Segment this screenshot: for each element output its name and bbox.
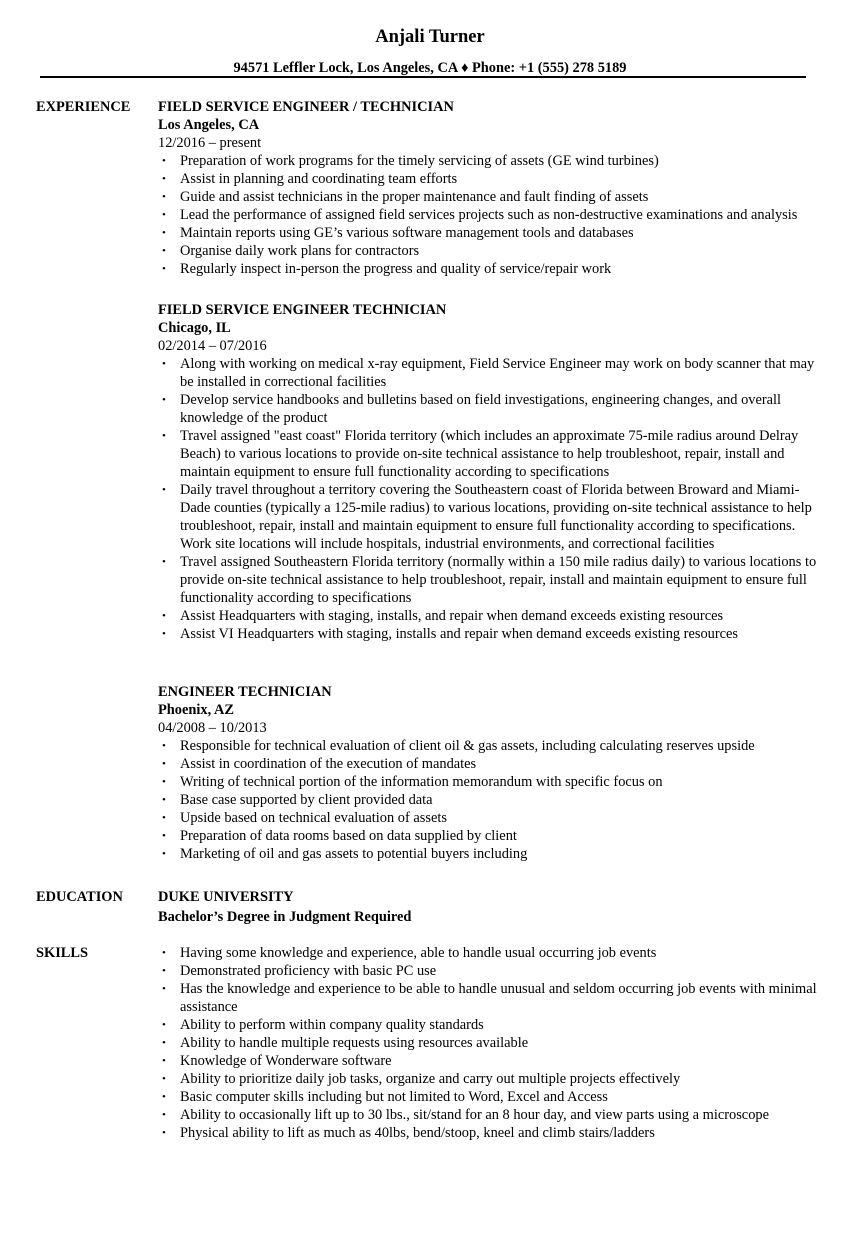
skill-text: Ability to perform within company quality standards <box>180 1017 484 1033</box>
list-item <box>158 827 818 845</box>
school-name: DUKE UNIVERSITY <box>158 889 294 905</box>
job-dates: 02/2014 – 07/2016 <box>158 338 267 354</box>
list-item <box>158 242 818 260</box>
bullet-text: Organise daily work plans for contractors <box>180 243 420 259</box>
section-label-experience: EXPERIENCE <box>36 99 131 115</box>
skills-list <box>158 944 818 1142</box>
skills-body <box>158 944 818 1142</box>
job-title: FIELD SERVICE ENGINEER / TECHNICIAN <box>158 99 454 115</box>
bullet-icon: • <box>162 484 166 496</box>
bullet-icon: • <box>162 1055 166 1067</box>
contact-line: 94571 Leffler Lock, Los Angeles, CA ♦ Phone: +1 (555) 278 5189 <box>233 60 627 76</box>
bullet-text: Along with working on medical x-ray equipment, Field Service Engineer may work on body scanner that may be installed in correctional facilities <box>180 356 815 390</box>
list-item <box>158 625 818 643</box>
list-item <box>158 1088 818 1106</box>
bullet-text: Base case supported by client provided data <box>180 792 433 808</box>
bullet-text: Marketing of oil and gas assets to potential buyers including <box>180 846 528 862</box>
skill-text: Demonstrated proficiency with basic PC use <box>180 963 437 979</box>
job-bullets <box>158 152 818 278</box>
bullet-text: Lead the performance of assigned field services projects such as non-destructive examinations and analysis <box>180 207 798 223</box>
bullet-icon: • <box>162 430 166 442</box>
candidate-name: Anjali Turner <box>375 27 485 47</box>
bullet-icon: • <box>162 848 166 860</box>
bullet-icon: • <box>162 740 166 752</box>
list-item <box>158 980 818 1016</box>
list-item <box>158 152 818 170</box>
list-item <box>158 1034 818 1052</box>
job-title: ENGINEER TECHNICIAN <box>158 684 332 700</box>
skill-text: Knowledge of Wonderware software <box>180 1053 392 1069</box>
job-location: Phoenix, AZ <box>158 702 234 718</box>
bullet-icon: • <box>162 1091 166 1103</box>
skill-text: Having some knowledge and experience, able to handle usual occurring job events <box>180 945 657 961</box>
job-location: Los Angeles, CA <box>158 117 260 133</box>
list-item <box>158 944 818 962</box>
bullet-icon: • <box>162 628 166 640</box>
list-item <box>158 1070 818 1088</box>
job-body <box>158 301 818 643</box>
list-item <box>158 773 818 791</box>
bullet-text: Writing of technical portion of the information memorandum with specific focus on <box>180 774 663 790</box>
list-item <box>158 355 818 391</box>
bullet-icon: • <box>162 227 166 239</box>
list-item <box>158 206 818 224</box>
job-dates: 12/2016 – present <box>158 135 262 151</box>
bullet-icon: • <box>162 830 166 842</box>
job-body <box>158 683 818 863</box>
bullet-icon: • <box>162 1127 166 1139</box>
bullet-text: Develop service handbooks and bulletins based on field investigations, engineering changes, and overall knowledge of the product <box>180 392 782 426</box>
bullet-text: Assist in planning and coordinating team efforts <box>180 171 458 187</box>
list-item <box>158 1106 818 1124</box>
bullet-icon: • <box>162 394 166 406</box>
list-item <box>158 1124 818 1142</box>
list-item <box>158 809 818 827</box>
bullet-text: Preparation of work programs for the timely servicing of assets (GE wind turbines) <box>180 153 659 169</box>
list-item <box>158 845 818 863</box>
bullet-icon: • <box>162 209 166 221</box>
job-dates: 04/2008 – 10/2013 <box>158 720 267 736</box>
list-item <box>158 1016 818 1034</box>
education-body <box>158 888 818 926</box>
bullet-icon: • <box>162 983 166 995</box>
bullet-icon: • <box>162 155 166 167</box>
job-title: FIELD SERVICE ENGINEER TECHNICIAN <box>158 302 447 318</box>
bullet-icon: • <box>162 794 166 806</box>
bullet-text: Assist in coordination of the execution of mandates <box>180 756 477 772</box>
bullet-icon: • <box>162 358 166 370</box>
bullet-text: Regularly inspect in-person the progress and quality of service/repair work <box>180 261 612 277</box>
bullet-text: Travel assigned "east coast" Florida territory (which includes an approximate 75-mile radius around Delray Beach) to various locations to provide on-site technical assistance to help troubleshoot, repair, install and maintain equipment to ensure full functionality according to specifications <box>180 428 799 480</box>
header-divider <box>40 76 806 78</box>
bullet-icon: • <box>162 1073 166 1085</box>
job-bullets <box>158 355 818 643</box>
bullet-icon: • <box>162 263 166 275</box>
bullet-icon: • <box>162 245 166 257</box>
bullet-icon: • <box>162 758 166 770</box>
bullet-icon: • <box>162 556 166 568</box>
skill-text: Has the knowledge and experience to be able to handle unusual and seldom occurring job events with minimal assistance <box>180 981 817 1015</box>
list-item <box>158 607 818 625</box>
skill-text: Ability to handle multiple requests using resources available <box>180 1035 529 1051</box>
job-bullets <box>158 737 818 863</box>
skill-text: Basic computer skills including but not limited to Word, Excel and Access <box>180 1089 608 1105</box>
bullet-text: Maintain reports using GE’s various software management tools and databases <box>180 225 634 241</box>
bullet-icon: • <box>162 173 166 185</box>
list-item <box>158 260 818 278</box>
bullet-icon: • <box>162 776 166 788</box>
bullet-text: Upside based on technical evaluation of assets <box>180 810 447 826</box>
list-item <box>158 170 818 188</box>
bullet-text: Travel assigned Southeastern Florida territory (normally within a 150 mile radius daily) to various locations to provide on-site technical assistance to help troubleshoot, repair, install and maintain equipment to ensure full functionality according to specifications <box>180 554 817 606</box>
list-item <box>158 962 818 980</box>
list-item <box>158 224 818 242</box>
list-item <box>158 791 818 809</box>
bullet-text: Assist Headquarters with staging, installs, and repair when demand exceeds existing resources <box>180 608 724 624</box>
job-location: Chicago, IL <box>158 320 231 336</box>
degree-name: Bachelor’s Degree in Judgment Required <box>158 909 412 925</box>
bullet-text: Daily travel throughout a territory covering the Southeastern coast of Florida between Broward and Miami-Dade counties (typically a 125-mile radius) to various locations, providing on-site technical assistance to help troubleshoot, repair, install and maintain equipment to ensure full functionality according to specifications. Work site locations will include hospitals, industrial environments, and correctional facilities <box>180 482 812 552</box>
section-label-skills: SKILLS <box>36 945 88 961</box>
skill-text: Physical ability to lift as much as 40lbs, bend/stoop, kneel and climb stairs/ladders <box>180 1125 655 1141</box>
job-entry <box>158 98 818 278</box>
bullet-text: Guide and assist technicians in the proper maintenance and fault finding of assets <box>180 189 649 205</box>
section-label-education: EDUCATION <box>36 889 123 905</box>
bullet-text: Assist VI Headquarters with staging, installs and repair when demand exceeds existing resources <box>180 626 739 642</box>
list-item <box>158 1052 818 1070</box>
list-item <box>158 755 818 773</box>
bullet-icon: • <box>162 1037 166 1049</box>
bullet-icon: • <box>162 947 166 959</box>
bullet-icon: • <box>162 191 166 203</box>
bullet-icon: • <box>162 965 166 977</box>
skill-text: Ability to occasionally lift up to 30 lbs., sit/stand for an 8 hour day, and view parts using a microscope <box>180 1107 769 1123</box>
bullet-icon: • <box>162 610 166 622</box>
bullet-icon: • <box>162 812 166 824</box>
bullet-text: Responsible for technical evaluation of client oil & gas assets, including calculating reserves upside <box>180 738 755 754</box>
list-item <box>158 391 818 427</box>
list-item <box>158 737 818 755</box>
bullet-icon: • <box>162 1019 166 1031</box>
list-item <box>158 427 818 481</box>
bullet-text: Preparation of data rooms based on data supplied by client <box>180 828 517 844</box>
skill-text: Ability to prioritize daily job tasks, organize and carry out multiple projects effectively <box>180 1071 681 1087</box>
experience-body <box>158 98 818 278</box>
list-item <box>158 188 818 206</box>
list-item <box>158 553 818 607</box>
bullet-icon: • <box>162 1109 166 1121</box>
list-item <box>158 481 818 553</box>
